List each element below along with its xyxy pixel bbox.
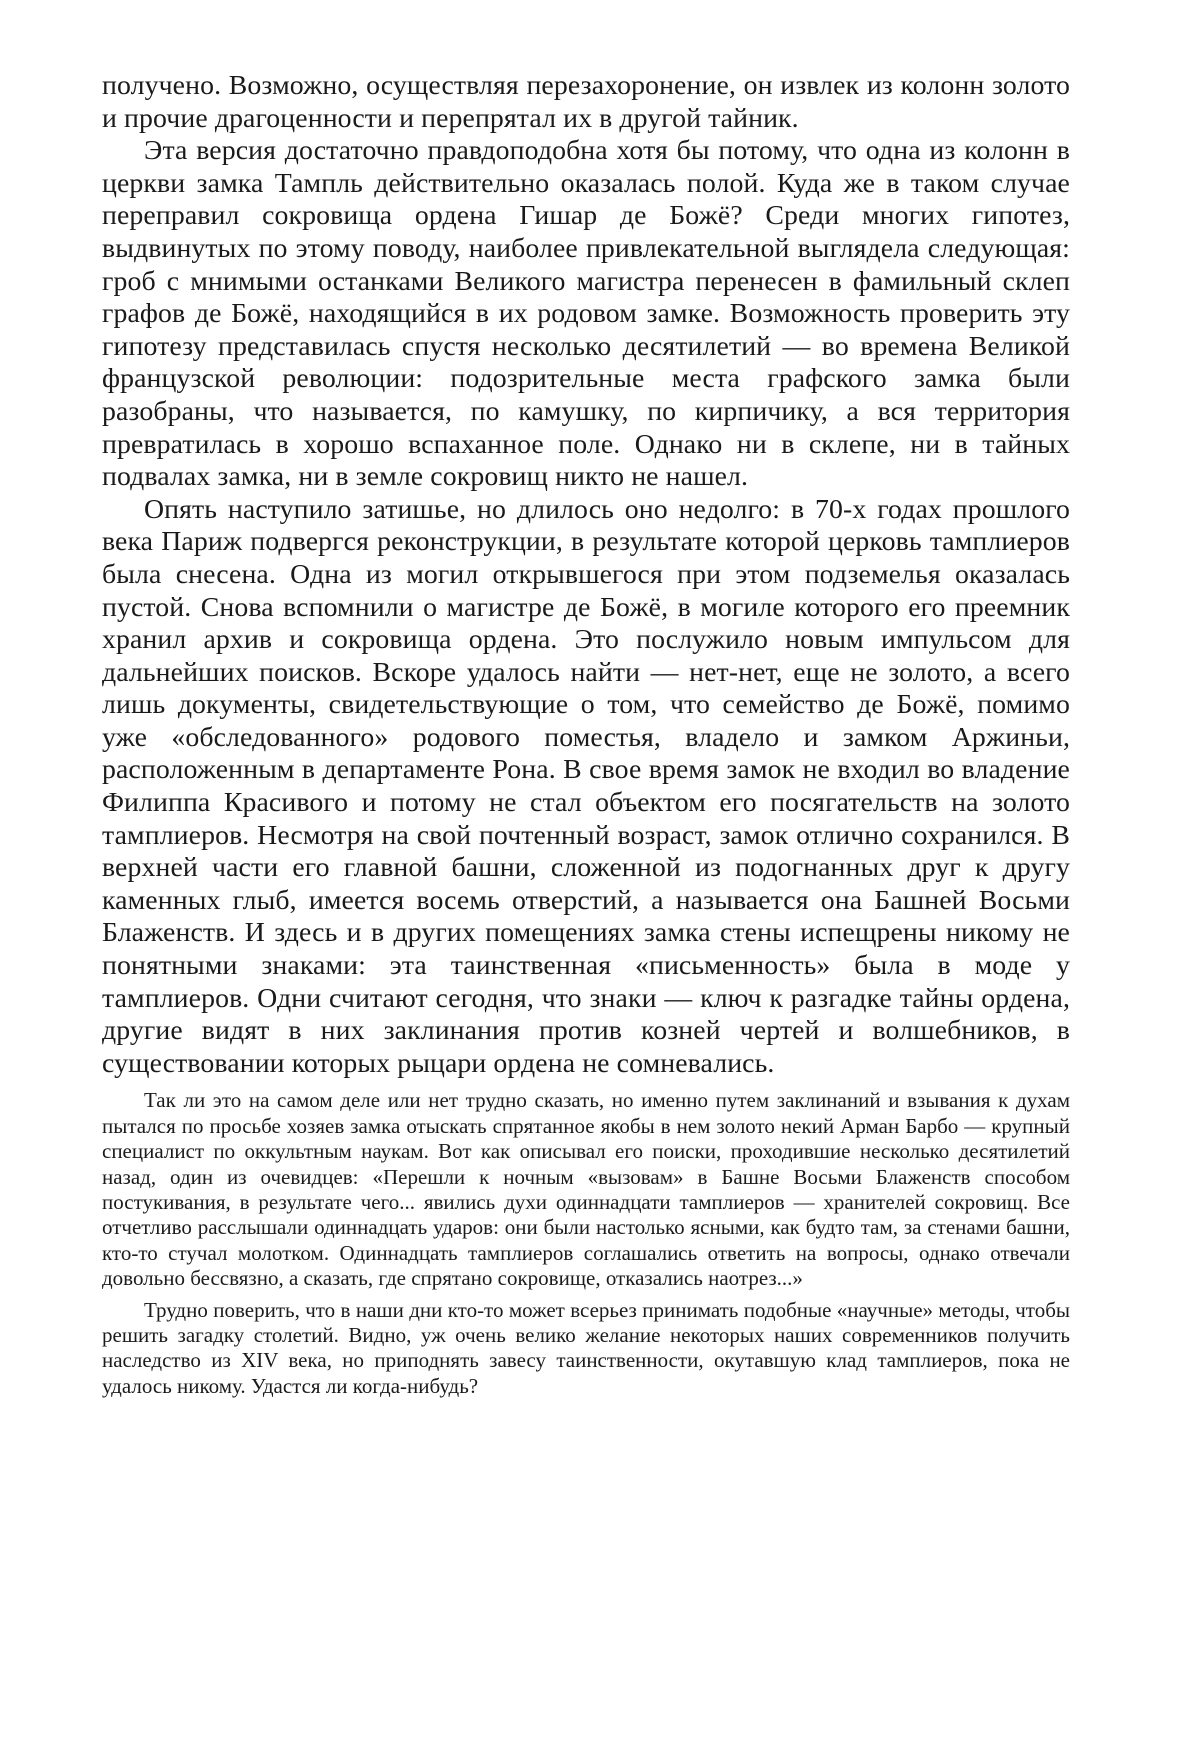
paragraph-barbeau-seance: Так ли это на самом деле или нет трудно сказать, но именно путем заклинаний и взывания к духам пытался по просьбе хозяев замка отыскать спрятанное якобы в нем золото некий Арман Барбо — крупный специалист по оккультным наукам. Вот как описывал его поиски, проходившие несколько десятилетий назад, один из очевидцев: «Перешли к ночным «вызовам» в Башне Восьми Блаженств способом постукивания, в результате чего... явились духи одиннадцати тамплиеров — хранителей сокровищ. Все отчетливо расслышали одиннадцать ударов: они были настолько ясными, как будто там, за стенами башни, кто-то стучал молотком. Одиннадцать тамплиеров соглашались ответить на вопросы, однако отвечали довольно бессвязно, а сказать, где спрятано сокровище, отказались наотрез...» — [102, 1088, 1070, 1291]
paragraph-conclusion: Трудно поверить, что в наши дни кто-то может всерьез принимать подобные «научные» методы, чтобы решить загадку столетий. Видно, уж очень велико желание некоторых наших современников получить наследство из XIV века, но приподнять завесу таинственности, окутавшую клад тамплиеров, пока не удалось никому. Удастся ли когда-нибудь? — [102, 1297, 1070, 1398]
document-page — [102, 70, 1070, 1399]
paragraph-argigny-castle: Опять наступило затишье, но длилось оно недолго: в 70-х годах прошлого века Париж подвергся реконструкции, в результате которой церковь тамплиеров была снесена. Одна из могил открывшегося при этом подземелья оказалась пустой. Снова вспомнили о магистре де Божё, в могиле которого его преемник хранил архив и сокровища ордена. Это послужило новым импульсом для дальнейших поисков. Вскоре удалось найти — нет-нет, еще не золото, а всего лишь документы, свидетельствующие о том, что семейство де Божё, помимо уже «обследованного» родового поместья, владело и замком Аржиньи, расположенным в департаменте Рона. В свое время замок не входил во владение Филиппа Красивого и потому не стал объектом его посягательств на золото тамплиеров. Несмотря на свой почтенный возраст, замок отлично сохранился. В верхней части его главной башни, сложенной из подогнанных друг к другу каменных глыб, имеется восемь отверстий, а называется она Башней Восьми Блаженств. И здесь и в других помещениях замка стены испещрены никому не понятными знаками: эта таинственная «письменность» была в моде у тамплиеров. Одни считают сегодня, что знаки — ключ к разгадке тайны ордена, другие видят в них заклинания против козней чертей и волшебников, в существовании которых рыцари ордена не сомневались. — [102, 493, 1070, 1079]
paragraph-hypothesis: Эта версия достаточно правдоподобна хотя бы потому, что одна из колонн в церкви замка Тампль действительно оказалась полой. Куда же в таком случае переправил сокровища ордена Гишар де Божё? Среди многих гипотез, выдвинутых по этому поводу, наиболее привлекательной выглядела следующая: гроб с мнимыми останками Великого магистра перенесен в фамильный склеп графов де Божё, находящийся в их родовом замке. Возможность проверить эту гипотезу представилась спустя несколько десятилетий — во времена Великой французской революции: подозрительные места графского замка были разобраны, что называется, по камушку, по кирпичику, а вся территория превратилась в хорошо вспаханное поле. Однако ни в склепе, ни в тайных подвалах замка, ни в земле сокровищ никто не нашел. — [102, 135, 1070, 493]
paragraph-continued: получено. Возможно, осуществляя перезахоронение, он извлек из колонн золото и прочие драгоценности и перепрятал их в другой тайник. — [102, 70, 1070, 134]
main-text — [102, 70, 1070, 1080]
small-print-text — [102, 1088, 1070, 1399]
